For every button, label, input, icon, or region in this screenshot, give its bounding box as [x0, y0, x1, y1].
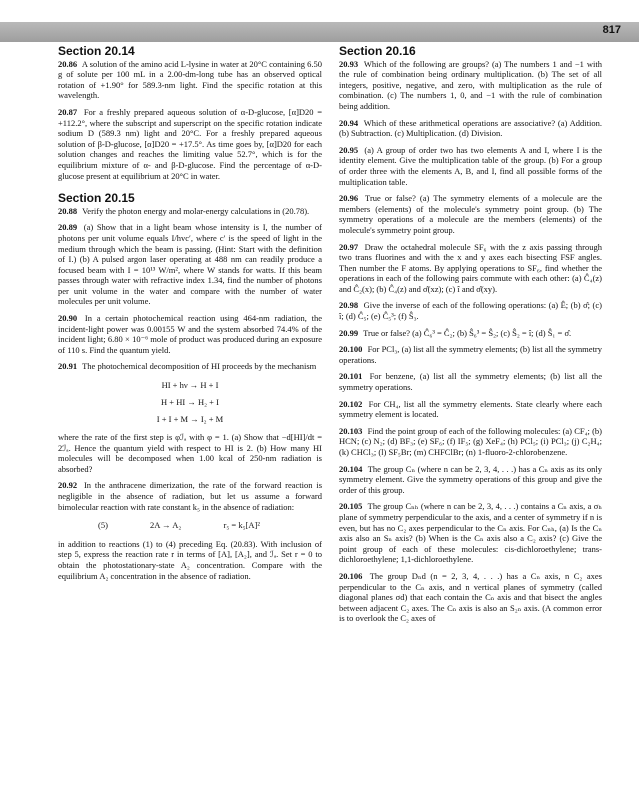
equation-reaction: 2A → A₂	[150, 520, 182, 531]
problem-text: True or false? (a) The symmetry elements of a molecule are the members (elements) of the molecule's symmetry point group. (b) The symmetry operations of a molecule are the members (elements) of the molecule's symmetry point group.	[339, 193, 602, 235]
problem-number: 20.94	[339, 117, 359, 128]
problem-20-97	[339, 242, 602, 295]
problem-number: 20.86	[58, 58, 78, 69]
problem-20-94	[339, 118, 602, 139]
problem-20-106	[339, 571, 602, 624]
problem-number: 20.101	[339, 371, 363, 382]
reaction-5-equation	[98, 520, 322, 531]
problem-text: In a certain photochemical reaction using 464-nm radiation, the incident-light power was 0.00155 W and the system absorbed 74.4% of the incident light; 6.80 × 10⁻⁶ mole of product was produced during an exposure of 110 s. Find the quantum yield.	[58, 313, 323, 355]
problem-text: Which of the following are groups? (a) The numbers 1 and −1 with the rule of combination being ordinary multiplication. (b) The set of all integers, positive, negative, and zero, with multiplication as the rule of combination. (c) The numbers 1, 0, and −1 with the rule of combination being addition.	[339, 58, 602, 111]
problem-20-88	[58, 206, 322, 217]
problem-number: 20.106	[339, 570, 363, 581]
problem-20-91	[58, 361, 322, 372]
problem-text: Draw the octahedral molecule SF₆ with the z axis passing through two trans fluorines and with the x and y axes each bisecting FSF angles. Then number the F atoms. By applying operations to SF₆, find whether the operations in each of the following pairs commute with each other: (a) Ĉ₄(z) and Ĉ₂(x); (b) Ĉ₄(z) and σ̂(xz); (c) î and σ̂(xy).	[339, 241, 602, 294]
problem-text: True or false? (a) Ĉ₆³ = Ĉ₂; (b) Ŝ₆³ = Ŝ₂; (c) Ŝ₂ = î; (d) Ŝ₁ = σ̂.	[363, 327, 572, 338]
problem-text: A solution of the amino acid L-lysine in water at 20°C containing 6.50 g of solute per 100 mL in a 2.00-dm-long tube has an observed optical rotation of +1.90° for 589.3-nm light. Find the specific rotation at this wavelength.	[58, 58, 323, 101]
problem-20-92	[58, 480, 322, 512]
problem-text: For a freshly prepared aqueous solution of α-D-glucose, [α]D20 = +112.2°, where the subscript and superscript on the specific rotation indicate sodium D (589.3 nm) light and 20°C. For a freshly prepared aqueous solution of β-D-glucose, [α]D20 = +17.5°. As time goes by, [α]D20 for each solution changes and reaches the limiting value 52.7°, which is for the equilibrium mixture of α- and β-D-glucose. Find the percentage of α-D-glucose present at equilibrium at 20°C in water.	[58, 106, 323, 181]
problem-number: 20.100	[339, 344, 363, 355]
problem-text: The photochemical decomposition of HI proceeds by the mechanism	[82, 361, 317, 372]
problem-text: The group Cₙ (where n can be 2, 3, 4, . . .) has a Cₙ axis as its only symmetry element. Give the symmetry operations of this group and give the order of this group.	[339, 463, 602, 495]
problem-20-86	[58, 59, 322, 101]
page-number: 817	[602, 24, 621, 36]
right-column	[339, 46, 602, 630]
equation-label: (5)	[98, 520, 108, 531]
problem-text: (a) A group of order two has two elements A and I, where I is the identity element. Give the multiplication table of the group. (b) For a group of order three with the elements A, B, and I, find all possible forms of the multiplication table.	[339, 144, 603, 187]
problem-number: 20.105	[339, 501, 363, 512]
problem-20-99	[339, 328, 602, 339]
problem-number: 20.99	[339, 327, 359, 338]
problem-text: For CH₄, list all the symmetry elements. State clearly where each symmetry element is located.	[339, 398, 602, 420]
problem-number: 20.98	[339, 300, 359, 311]
problem-text: Which of these arithmetical operations are associative? (a) Addition. (b) Subtraction. (c) Multiplication. (d) Division.	[339, 117, 602, 139]
left-column	[58, 46, 322, 587]
problem-20-104	[339, 464, 602, 496]
problem-text: The group Dₙd (n = 2, 3, 4, . . .) has a Cₙ axis, n C₂ axes perpendicular to the Cₙ axis, and n vertical planes of symmetry (called diagonal planes σd) that each contain the Cₙ axis and that bisect the angles between adjacent C₂ axes. The Cₙ axis is also an S₂ₙ axis. (A common error is to overlook the C₂ axes of	[339, 570, 602, 624]
problem-20-89	[58, 222, 322, 307]
problem-text: The group Cₙₕ (where n can be 2, 3, 4, . . .) contains a Cₙ axis, a σₕ plane of symmetry perpendicular to the axis, and a center of symmetry if n is even, but has no C₂ axes perpendicular to the Cₙ axis. For Cₙₕ, (a) Is the Cₙ axis also an Sₙ axis? (b) When is the Cₙ axis also a C₂ axis? (c) Give the point group of each of these molecules: cis-dichloroethylene; trans-dichloroethylene; 1,1-dichloroethylene.	[339, 501, 602, 565]
problem-20-87	[58, 107, 322, 181]
mechanism-step-3: I + I + M → I₂ + M	[156, 414, 224, 425]
problem-number: 20.97	[339, 241, 359, 252]
problem-number: 20.90	[58, 313, 78, 324]
problem-text: For PCl₃, (a) list all the symmetry elements; (b) list all the symmetry operations.	[339, 344, 603, 365]
problem-text: In the anthracene dimerization, the rate of the forward reaction is negligible in the absence of radiation, but let us assume a forward bimolecular reaction with rate constant k₅ in the absence of radiation:	[58, 480, 323, 512]
problem-20-93	[339, 59, 602, 112]
problem-20-101	[339, 371, 602, 392]
problem-20-105	[339, 501, 602, 565]
problem-20-96	[339, 193, 602, 235]
problem-number: 20.91	[58, 361, 78, 372]
problem-text: For benzene, (a) list all the symmetry elements; (b) list all the symmetry operations.	[339, 371, 603, 393]
problem-20-90	[58, 313, 322, 355]
problem-number: 20.96	[339, 193, 359, 204]
problem-20-102	[339, 399, 602, 420]
equation-rate: r₅ = k₅[A]²	[223, 520, 260, 531]
problem-text: (a) Show that in a light beam whose intensity is I, the number of photons per unit volume equals I/hvc′, where c′ is the speed of light in the medium through which the beam is passing. (Hint: Start with the definition of I.) (b) A pulsed argon laser operating at 488 nm can readily produce a focused beam with I = 10¹³ W/m², where W stands for watts. If this beam passes through water with refractive index 1.34, find the number of photons per unit volume in the water and compare with the number of water molecules per unit volume.	[58, 222, 322, 307]
problem-number: 20.95	[339, 144, 359, 155]
mechanism-equations	[58, 378, 322, 426]
problem-number: 20.93	[339, 58, 359, 69]
mechanism-step-2: H + HI → H₂ + I	[161, 397, 219, 408]
problem-number: 20.89	[58, 222, 78, 233]
section-heading-20-14: Section 20.14	[58, 44, 135, 58]
problem-20-95	[339, 145, 602, 187]
problem-20-103	[339, 426, 602, 458]
problem-text: Verify the photon energy and molar-energy calculations in (20.78).	[82, 205, 310, 216]
problem-number: 20.87	[58, 106, 78, 117]
problem-number: 20.92	[58, 480, 78, 491]
header-bar	[0, 22, 639, 42]
problem-text: Give the inverse of each of the following operations: (a) Ê; (b) σ̂; (c) î; (d) Ĉ₅; (e) Ĉ₅³; (f) Ŝ₃.	[339, 300, 602, 322]
problem-number: 20.88	[58, 205, 78, 216]
problem-text: Find the point group of each of the following molecules: (a) CF₄; (b) HCN; (c) N₂; (d) BF₃; (e) SF₆; (f) IF₅; (g) XeF₄; (h) PCl₅; (i) PCl₃; (j) C₂H₄; (k) CHCl₃; (l) SF₅Br; (m) CHFClBr; (n) 1-fluoro-2-chlorobenzene.	[339, 425, 603, 457]
problem-20-91-continued: where the rate of the first step is φℐₐ with φ = 1. (a) Show that −d[HI]/dt = 2ℐₐ. Hence the quantum yield with respect to HI is 2. (b) How many HI molecules will be decomposed when 1.00 kcal of 250-nm radiation is absorbed?	[58, 432, 322, 474]
section-heading-20-16: Section 20.16	[339, 44, 416, 58]
problem-20-92-continued: in addition to reactions (1) to (4) preceding Eq. (20.83). With inclusion of step 5, express the reaction rate r in terms of [A], [A₂], and ℐₐ. Set r = 0 to obtain the photostationary-state A₂ concentration. Compare with the equilibrium A₂ concentration in the absence of radiation.	[58, 538, 322, 581]
mechanism-step-1: HI + hν → H + I	[161, 380, 219, 391]
problem-number: 20.102	[339, 398, 363, 409]
problem-number: 20.103	[339, 425, 363, 436]
problem-number: 20.104	[339, 463, 363, 474]
problem-20-98	[339, 300, 602, 321]
problem-20-100	[339, 344, 602, 365]
section-heading-20-15: Section 20.15	[58, 191, 135, 206]
